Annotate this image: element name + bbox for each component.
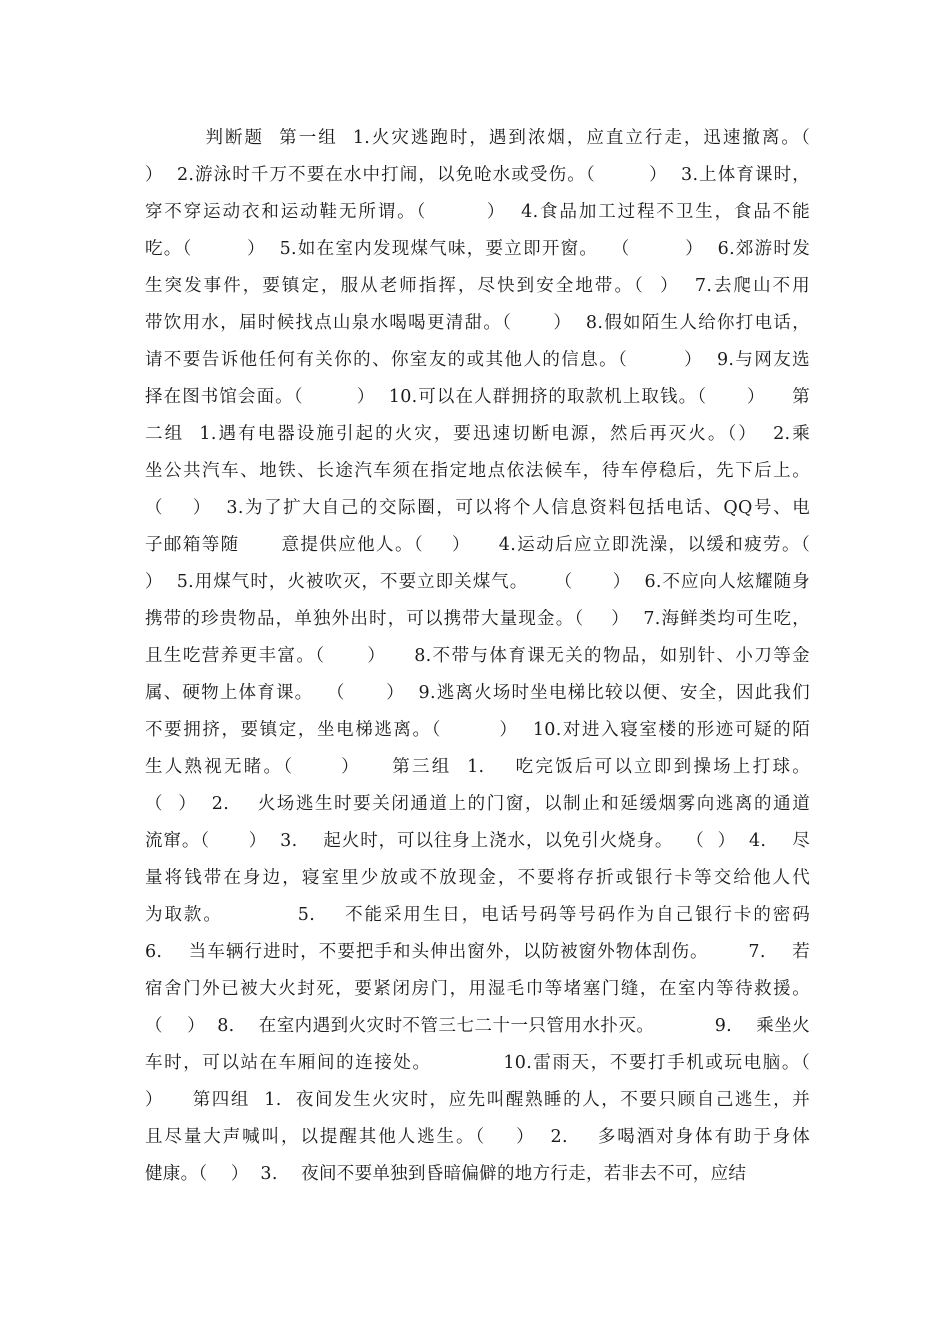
text-line: ） 2.游泳时千万不要在水中打闹，以免呛水或受伤。（ ） 3.上体育课时， <box>145 165 810 185</box>
text-line: 择在图书馆会面。（ ） 10.可以在人群拥挤的取款机上取钱。（ ） 第 <box>145 387 810 407</box>
text-line: 吃。（ ） 5.如在室内发现煤气味，要立即开窗。 （ ） 6.郊游时发 <box>145 239 810 259</box>
text-line: （ ） 2. 火场逃生时要关闭通道上的门窗，以制止和延缓烟雾向逃离的通道 <box>145 794 810 814</box>
text-line: （ ） 8. 在室内遇到火灾时不管三七二十一只管用水扑灭。 9. 乘坐火 <box>145 1016 810 1036</box>
text-line: 流窜。（ ） 3. 起火时，可以往身上浇水，以免引火烧身。 （ ） 4. 尽 <box>145 831 810 851</box>
text-line: 请不要告诉他任何有关你的、你室友的或其他人的信息。（ ） 9.与网友选 <box>145 350 810 370</box>
text-line: 6. 当车辆行进时，不要把手和头伸出窗外，以防被窗外物体刮伤。 7. 若 <box>145 942 810 962</box>
text-line: ） 5.用煤气时，火被吹灭，不要立即关煤气。 （ ） 6.不应向人炫耀随身 <box>145 572 810 592</box>
text-line: 不要拥挤，要镇定，坐电梯逃离。（ ） 10.对进入寝室楼的形迹可疑的陌 <box>145 720 810 740</box>
text-line: 子邮箱等随 意提供应他人。（ ） 4.运动后应立即洗澡，以缓和疲劳。（ <box>145 535 810 555</box>
text-line: 穿不穿运动衣和运动鞋无所谓。（ ） 4.食品加工过程不卫生，食品不能 <box>145 202 810 222</box>
text-line: 生人熟视无睹。（ ） 第三组 1. 吃完饭后可以立即到操场上打球。 <box>145 757 810 777</box>
text-line: ） 第四组 1. 夜间发生火灾时，应先叫醒熟睡的人，不要只顾自己逃生，并 <box>145 1090 810 1110</box>
text-line: 且尽量大声喊叫，以提醒其他人逃生。（ ） 2. 多喝酒对身体有助于身体 <box>145 1127 810 1147</box>
text-line: 且生吃营养更丰富。（ ） 8.不带与体育课无关的物品，如别针、小刀等金 <box>145 646 810 666</box>
text-line: （ ） 3.为了扩大自己的交际圈，可以将个人信息资料包括电话、QQ号、电 <box>145 498 810 518</box>
document-body <box>145 120 810 1193</box>
text-line: 属、硬物上体育课。 （ ） 9.逃离火场时坐电梯比较以便、安全，因此我们 <box>145 683 810 703</box>
text-line: 量将钱带在身边，寝室里少放或不放现金，不要将存折或银行卡等交给他人代 <box>145 868 810 888</box>
text-line: 判断题 第一组 1.火灾逃跑时，遇到浓烟，应直立行走，迅速撤离。（ <box>145 128 810 148</box>
text-line: 二组 1.遇有电器设施引起的火灾，要迅速切断电源，然后再灭火。（） 2.乘 <box>145 424 810 444</box>
text-line: 生突发事件，要镇定，服从老师指挥，尽快到安全地带。（ ） 7.去爬山不用 <box>145 276 810 296</box>
text-line: 带饮用水，届时候找点山泉水喝喝更清甜。（ ） 8.假如陌生人给你打电话， <box>145 313 810 333</box>
text-line: 坐公共汽车、地铁、长途汽车须在指定地点依法候车，待车停稳后，先下后上。 <box>145 461 810 481</box>
text-line: 携带的珍贵物品，单独外出时，可以携带大量现金。（ ） 7.海鲜类均可生吃， <box>145 609 810 629</box>
text-line: 车时，可以站在车厢间的连接处。 10.雷雨天，不要打手机或玩电脑。（ <box>145 1053 810 1073</box>
text-line: 为取款。 5. 不能采用生日，电话号码等号码作为自己银行卡的密码 <box>145 905 810 925</box>
text-line: 宿舍门外已被大火封死，要紧闭房门，用湿毛巾等堵塞门缝，在室内等待救援。 <box>145 979 810 999</box>
text-line: 健康。（ ） 3. 夜间不要单独到昏暗偏僻的地方行走，若非去不可，应结 <box>145 1164 747 1184</box>
